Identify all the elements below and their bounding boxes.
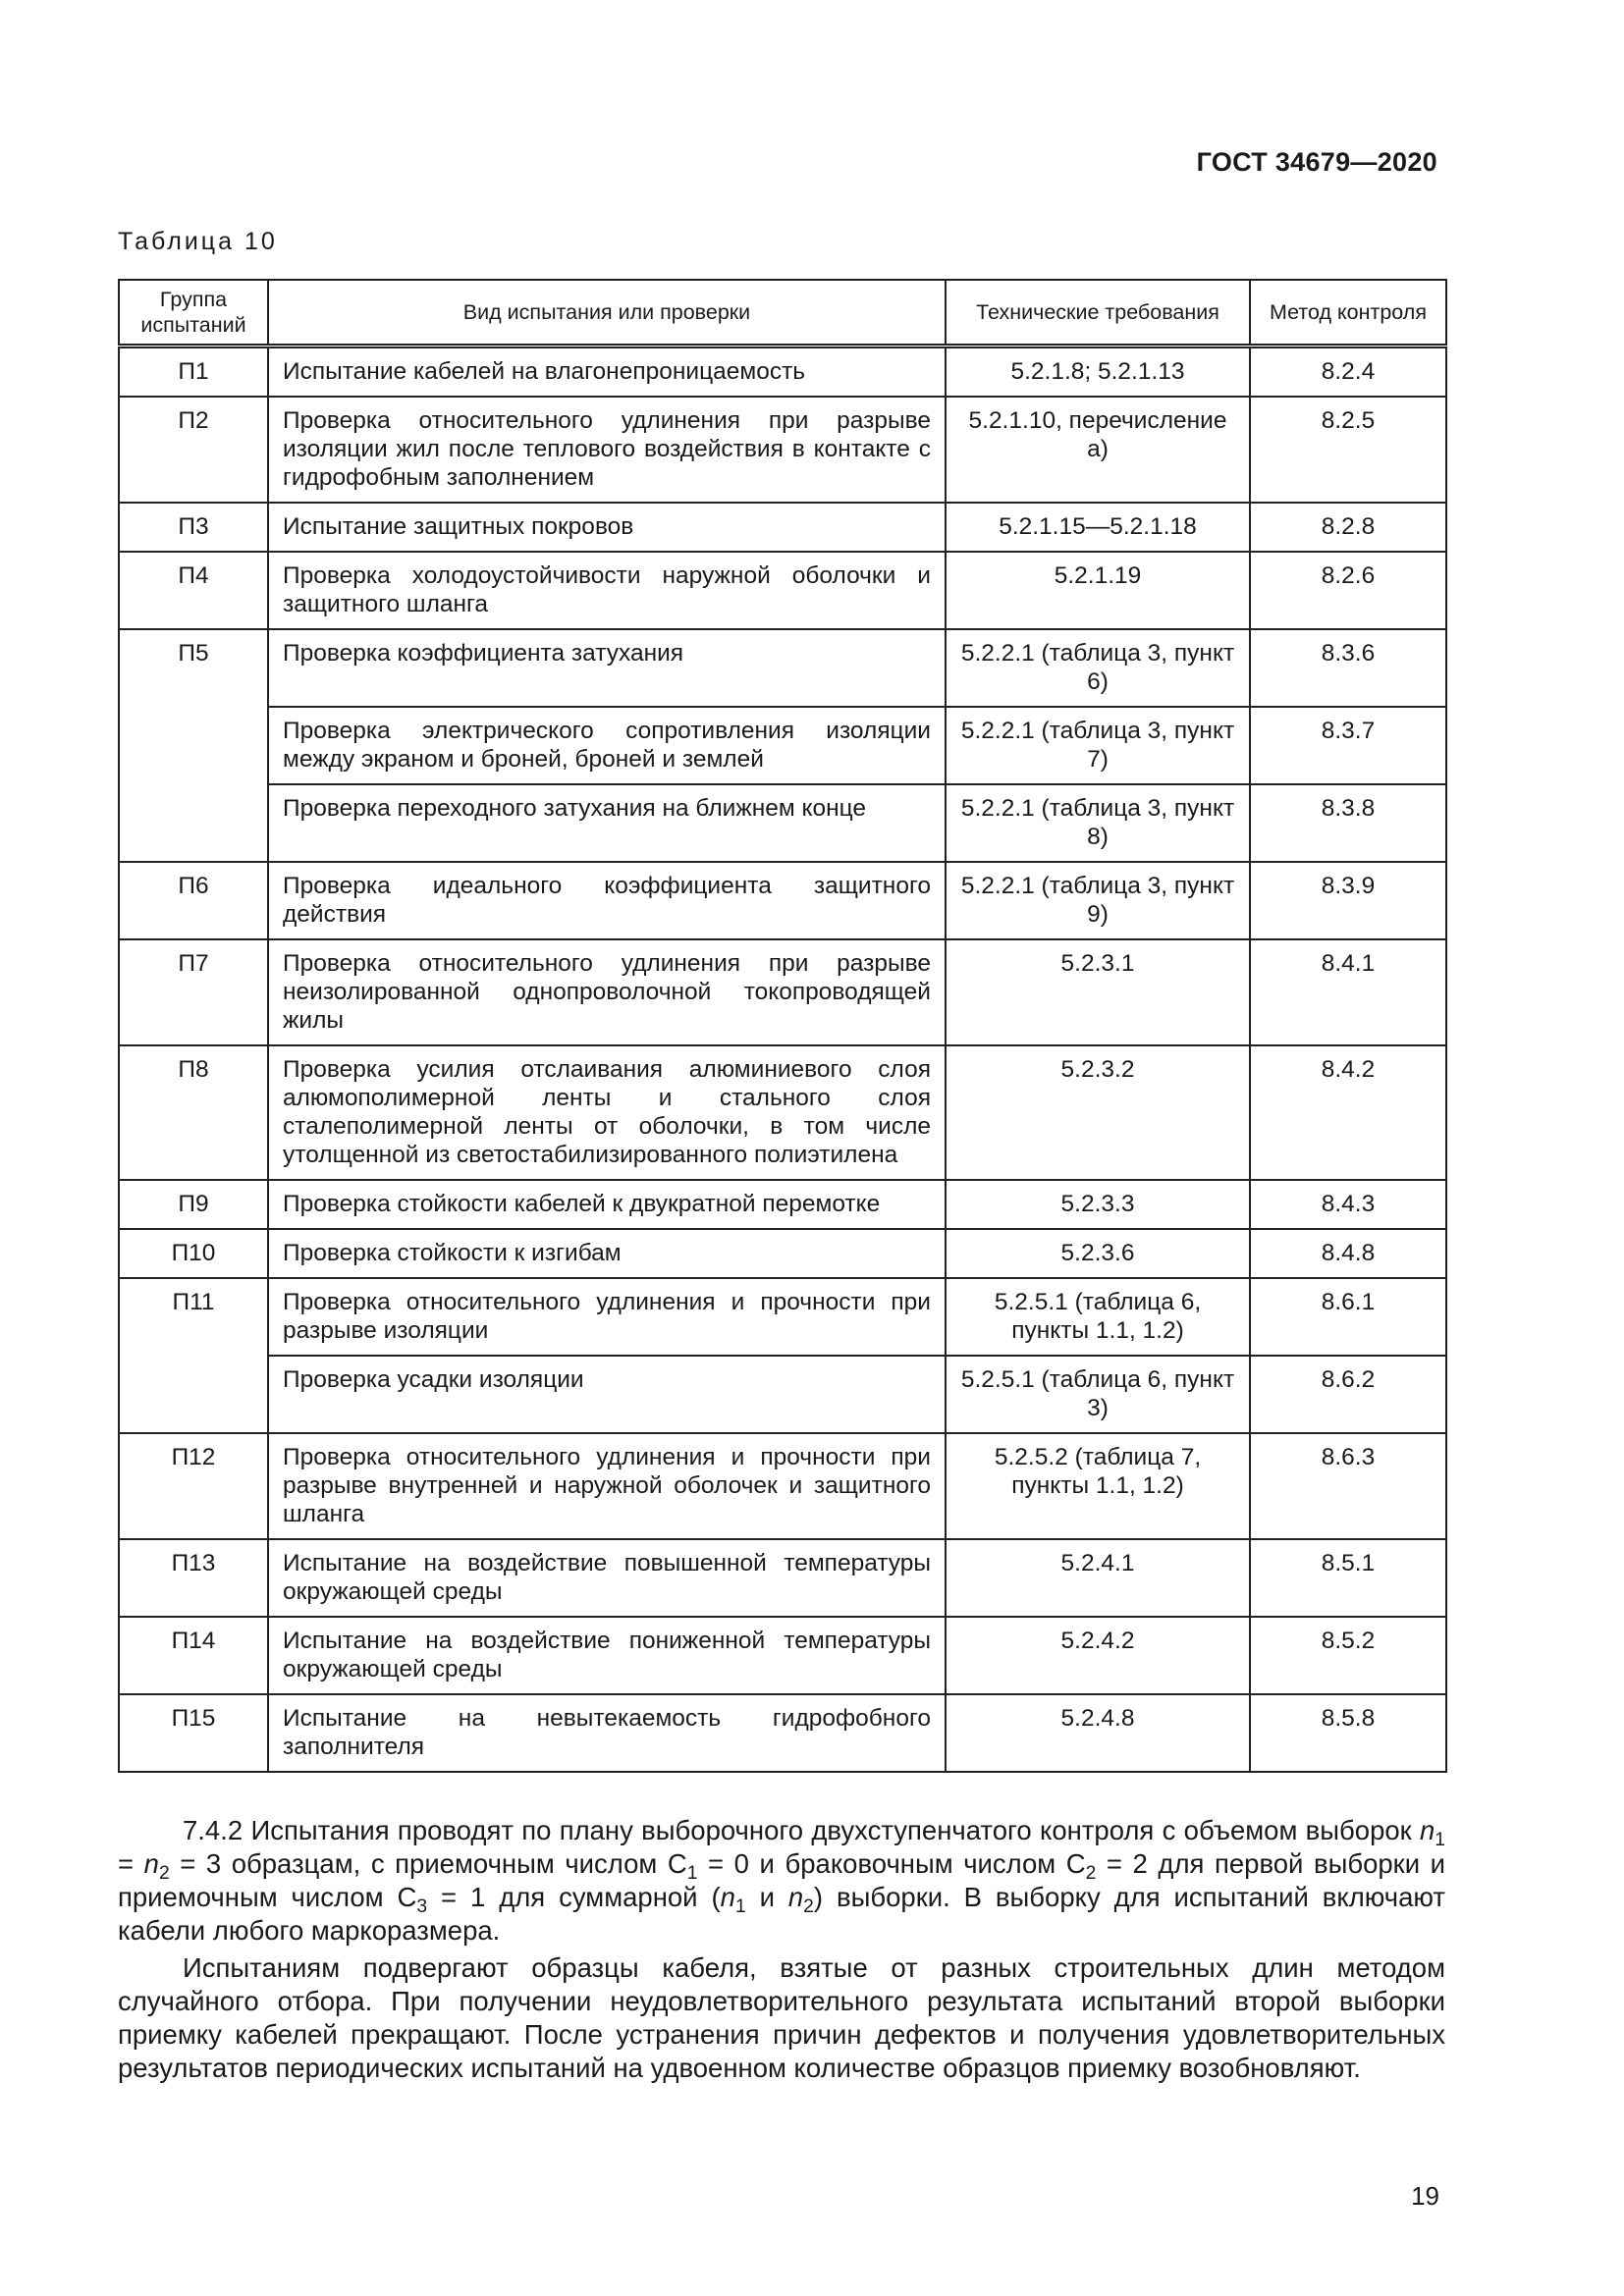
- group-cell: П12: [119, 1433, 268, 1539]
- method-cell: 8.2.6: [1250, 552, 1446, 629]
- method-cell: 8.4.2: [1250, 1045, 1446, 1180]
- requirements-cell: 5.2.1.15—5.2.1.18: [946, 503, 1250, 552]
- requirements-cell: 5.2.3.1: [946, 939, 1250, 1045]
- requirements-cell: 5.2.5.2 (таблица 7, пункты 1.1, 1.2): [946, 1433, 1250, 1539]
- requirements-cell: 5.2.5.1 (таблица 6, пункты 1.1, 1.2): [946, 1278, 1250, 1356]
- header-test: Вид испытания или проверки: [268, 280, 946, 347]
- requirements-cell: 5.2.4.1: [946, 1539, 1250, 1617]
- test-cell: Проверка идеального коэффициента защитного действия: [268, 862, 946, 939]
- header-group: Группа испытаний: [119, 280, 268, 347]
- requirements-cell: 5.2.1.19: [946, 552, 1250, 629]
- test-cell: Проверка переходного затухания на ближнем конце: [268, 784, 946, 862]
- group-cell: П13: [119, 1539, 268, 1617]
- table-row: [119, 1180, 1446, 1229]
- table-row: [119, 707, 1446, 784]
- table-row: [119, 347, 1446, 398]
- test-cell: Проверка относительного удлинения и прочности при разрыве внутренней и наружной оболочек и защитного шланга: [268, 1433, 946, 1539]
- header-requirements: Технические требования: [946, 280, 1250, 347]
- table-row: [119, 1045, 1446, 1180]
- group-cell: П9: [119, 1180, 268, 1229]
- requirements-cell: 5.2.3.3: [946, 1180, 1250, 1229]
- table-row: [119, 784, 1446, 862]
- table-row: [119, 397, 1446, 503]
- table-body: [119, 347, 1446, 1773]
- test-cell: Испытание защитных покровов: [268, 503, 946, 552]
- group-cell: П2: [119, 397, 268, 503]
- method-cell: 8.4.3: [1250, 1180, 1446, 1229]
- table-row: [119, 1356, 1446, 1433]
- table-header-row: [119, 280, 1446, 347]
- test-cell: Испытание кабелей на влагонепроницаемость: [268, 347, 946, 398]
- requirements-cell: 5.2.2.1 (таблица 3, пункт 6): [946, 629, 1250, 707]
- document-header: ГОСТ 34679—2020: [1196, 147, 1437, 177]
- method-cell: 8.4.8: [1250, 1229, 1446, 1278]
- method-cell: 8.6.1: [1250, 1278, 1446, 1356]
- method-cell: 8.3.8: [1250, 784, 1446, 862]
- test-cell: Испытание на воздействие пониженной температуры окружающей среды: [268, 1617, 946, 1694]
- table-row: [119, 1229, 1446, 1278]
- test-cell: Проверка электрического сопротивления изоляции между экраном и броней, броней и землей: [268, 707, 946, 784]
- test-cell: Проверка относительного удлинения при разрыве неизолированной однопроволочной токопроводящей жилы: [268, 939, 946, 1045]
- group-cell: П3: [119, 503, 268, 552]
- method-cell: 8.3.7: [1250, 707, 1446, 784]
- requirements-cell: 5.2.3.6: [946, 1229, 1250, 1278]
- requirements-cell: 5.2.3.2: [946, 1045, 1250, 1180]
- method-cell: 8.3.6: [1250, 629, 1446, 707]
- group-cell: П4: [119, 552, 268, 629]
- test-cell: Проверка усадки изоляции: [268, 1356, 946, 1433]
- method-cell: 8.5.2: [1250, 1617, 1446, 1694]
- test-cell: Испытание на воздействие повышенной температуры окружающей среды: [268, 1539, 946, 1617]
- group-cell: П1: [119, 347, 268, 398]
- method-cell: 8.5.1: [1250, 1539, 1446, 1617]
- group-cell: П5: [119, 629, 268, 862]
- test-cell: Проверка холодоустойчивости наружной оболочки и защитного шланга: [268, 552, 946, 629]
- test-cell: Проверка относительного удлинения при разрыве изоляции жил после теплового воздействия в контакте с гидрофобным заполнением: [268, 397, 946, 503]
- test-cell: Испытание на невытекаемость гидрофобного заполнителя: [268, 1694, 946, 1772]
- table-row: [119, 862, 1446, 939]
- requirements-cell: 5.2.5.1 (таблица 6, пункт 3): [946, 1356, 1250, 1433]
- paragraph-acceptance: Испытаниям подвергают образцы кабеля, взятые от разных строительных длин методом случайного отбора. При получении неудовлетворительного результата испытаний второй выборки приемку кабелей прекращают. После устранения причин дефектов и получения удовлетворительных результатов периодических испытаний на удвоенном количестве образцов приемку возобновляют.: [118, 1952, 1445, 2083]
- test-cell: Проверка относительного удлинения и прочности при разрыве изоляции: [268, 1278, 946, 1356]
- page-number: 19: [1411, 2181, 1439, 2211]
- method-cell: 8.5.8: [1250, 1694, 1446, 1772]
- table-row: [119, 1539, 1446, 1617]
- table-row: [119, 1617, 1446, 1694]
- table-caption: Таблица 10: [118, 228, 278, 255]
- requirements-cell: 5.2.2.1 (таблица 3, пункт 8): [946, 784, 1250, 862]
- method-cell: 8.2.5: [1250, 397, 1446, 503]
- table-row: [119, 629, 1446, 707]
- method-cell: 8.4.1: [1250, 939, 1446, 1045]
- requirements-cell: 5.2.4.2: [946, 1617, 1250, 1694]
- method-cell: 8.2.4: [1250, 347, 1446, 398]
- group-cell: П10: [119, 1229, 268, 1278]
- table-row: [119, 1694, 1446, 1772]
- test-cell: Проверка усилия отслаивания алюминиевого слоя алюмополимерной ленты и стального слоя сталеполимерной ленты от оболочки, в том числе утолщенной из светостабилизированного полиэтилена: [268, 1045, 946, 1180]
- method-cell: 8.6.3: [1250, 1433, 1446, 1539]
- paragraph-7-4-2: 7.4.2 Испытания проводят по плану выборочного двухступенчатого контроля с объемом выборок $n_1 = n_2 = 3$ образцам, с приемочным числом $С_1 = 0$ и браковочным числом $С_2 = 2$ для первой выборки и приемочным числом $С_3 = 1$ для суммарной ($n_1$ и $n_2$) выборки. В выборку для испытаний включают кабели любого маркоразмера.: [118, 1815, 1446, 1946]
- requirements-cell: 5.2.2.1 (таблица 3, пункт 7): [946, 707, 1250, 784]
- method-cell: 8.3.9: [1250, 862, 1446, 939]
- group-cell: П15: [119, 1694, 268, 1772]
- method-cell: 8.6.2: [1250, 1356, 1446, 1433]
- group-cell: П8: [119, 1045, 268, 1180]
- table-row: [119, 1433, 1446, 1539]
- test-cell: Проверка стойкости к изгибам: [268, 1229, 946, 1278]
- test-cell: Проверка коэффициента затухания: [268, 629, 946, 707]
- group-cell: П14: [119, 1617, 268, 1694]
- requirements-cell: 5.2.1.8; 5.2.1.13: [946, 347, 1250, 398]
- table-row: [119, 939, 1446, 1045]
- table-row: [119, 1278, 1446, 1356]
- group-cell: П7: [119, 939, 268, 1045]
- method-cell: 8.2.8: [1250, 503, 1446, 552]
- requirements-cell: 5.2.2.1 (таблица 3, пункт 9): [946, 862, 1250, 939]
- group-cell: П11: [119, 1278, 268, 1433]
- table-row: [119, 552, 1446, 629]
- header-method: Метод контроля: [1250, 280, 1446, 347]
- test-cell: Проверка стойкости кабелей к двукратной перемотке: [268, 1180, 946, 1229]
- requirements-cell: 5.2.1.10, перечисление а): [946, 397, 1250, 503]
- body-text: [118, 1814, 1445, 2085]
- group-cell: П6: [119, 862, 268, 939]
- tests-table: [118, 279, 1447, 1773]
- requirements-cell: 5.2.4.8: [946, 1694, 1250, 1772]
- table-row: [119, 503, 1446, 552]
